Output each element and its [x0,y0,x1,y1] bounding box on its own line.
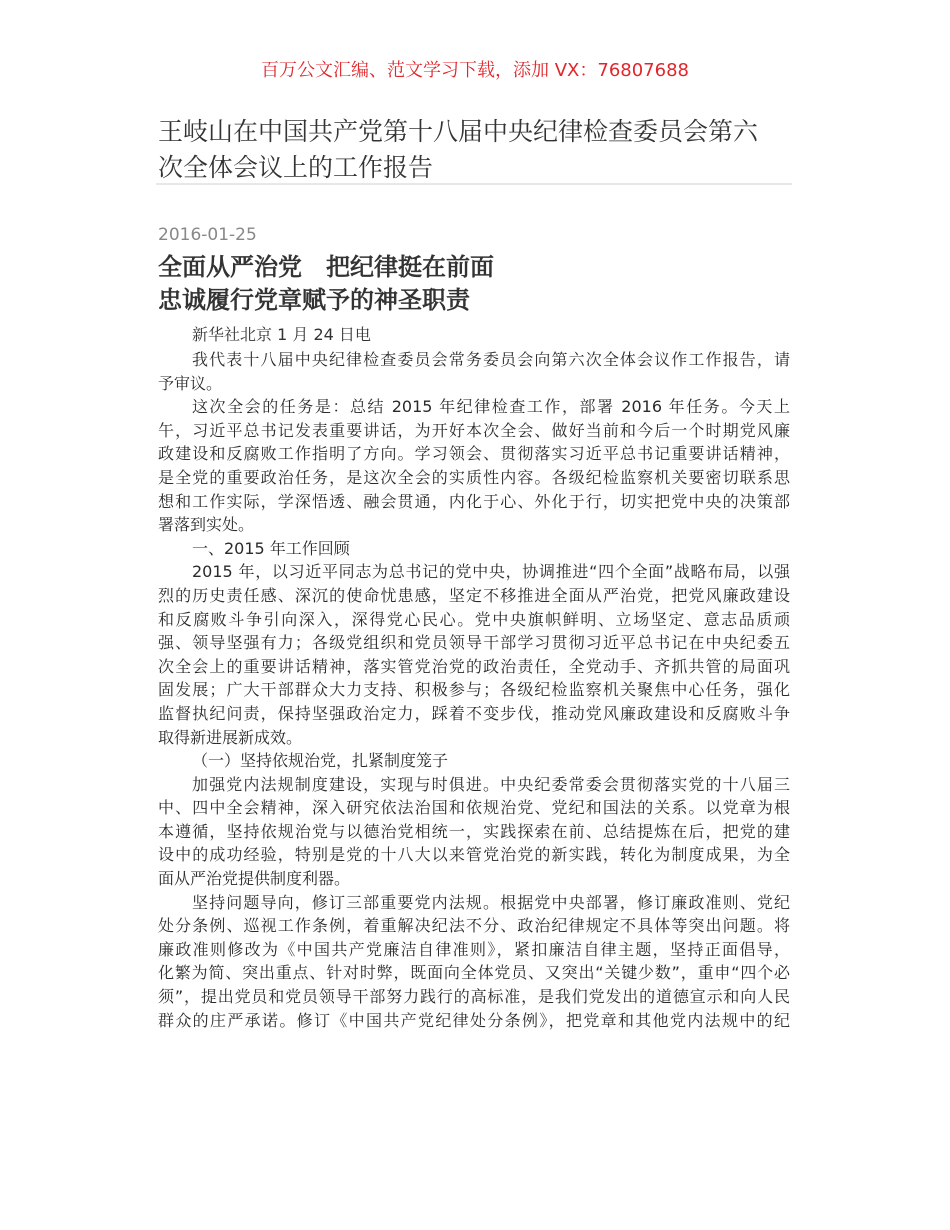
paragraph-line: 监督执纪问责，保持坚强政治定力，踩着不变步伐，推动党风廉政建设和反腐败斗争 [158,703,790,723]
paragraph-line: （一）坚持依规治党，扎紧制度笼子 [192,751,449,771]
publish-date: 2016-01-25 [158,225,257,245]
paragraph-line: 予审议。 [158,373,223,393]
paragraph-line: 强、领导坚强有力；各级党组织和党员领导干部学习贯彻习近平总书记在中央纪委五 [158,633,790,653]
paragraph-line: 中、四中全会精神，深入研究依法治国和依规治党、党纪和国法的关系。以党章为根 [158,798,790,818]
paragraph-line: 取得新进展新成效。 [158,727,303,747]
paragraph-line: 加强党内法规制度建设，实现与时俱进。中央纪委常委会贯彻落实党的十八届三 [192,774,790,794]
paragraph-line: 设中的成功经验，特别是党的十八大以来管党治党的新实践，转化为制度成果，为全 [158,845,790,865]
paragraph-line: 处分条例、巡视工作条例，着重解决纪法不分、政治纪律规定不具体等突出问题。将 [158,916,790,936]
paragraph-line: 想和工作实际，学深悟透、融会贯通，内化于心、外化于行，切实把党中央的决策部 [158,491,790,511]
title-line: 次全体会议上的工作报告 [158,153,434,182]
title-line: 王岐山在中国共产党第十八届中央纪律检查委员会第六 [158,117,759,146]
watermark-banner: 百万公文汇编、范文学习下载，添加 VX：76807688 [261,60,689,81]
paragraph-line: 政建设和反腐败工作指明了方向。学习领会、贯彻落实习近平总书记重要讲话精神， [158,444,790,464]
paragraph-line: 化繁为简、突出重点、针对时弊，既面向全体党员、又突出“关键少数”，重申“四个必 [158,963,790,983]
paragraph [158,348,790,395]
document-title [158,114,792,186]
paragraph-line: 署落到实处。 [158,515,255,535]
paragraph-line: 2015 年，以习近平同志为总书记的党中央，协调推进“四个全面”战略布局，以强 [192,562,790,582]
paragraph-line: 固发展；广大干部群众大力支持、积极参与；各级纪检监察机关聚焦中心任务，强化 [158,680,790,700]
paragraph-line: 是全党的重要政治任务，是这次全会的实质性内容。各级纪检监察机关要密切联系思 [158,467,790,487]
title-divider [156,183,792,185]
paragraph-line: 坚持问题导向，修订三部重要党内法规。根据党中央部署，修订廉政准则、党纪 [192,892,790,912]
headline-line: 全面从严治党 把纪律挺在前面 [158,253,494,281]
paragraph [158,891,790,1033]
article-body [158,348,790,1032]
paragraph-line: 须”，提出党员和党员领导干部努力践行的高标准，是我们党发出的道德宣示和向人民 [158,987,790,1007]
paragraph-line: 我代表十八届中央纪律检查委员会常务委员会向第六次全体会议作工作报告，请 [192,350,790,369]
paragraph [158,749,790,773]
paragraph-line: 和反腐败斗争引向深入，深得党心民心。党中央旗帜鲜明、立场坚定、意志品质顽 [158,609,790,629]
paragraph-line: 一、2015 年工作回顾 [192,538,350,558]
paragraph-line: 次全会上的重要讲话精神，落实管党治党的政治责任，全党动手、齐抓共管的局面巩 [158,656,790,676]
paragraph [158,560,790,749]
paragraph-line: 面从严治党提供制度利器。 [158,869,351,889]
dateline: 新华社北京 1 月 24 日电 [192,325,371,344]
paragraph [158,773,790,891]
paragraph-line: 这次全会的任务是：总结 2015 年纪律检查工作，部署 2016 年任务。今天上 [192,397,790,417]
paragraph-line: 廉政准则修改为《中国共产党廉洁自律准则》，紧扣廉洁自律主题，坚持正面倡导， [158,939,790,959]
paragraph [158,537,790,561]
headline-line: 忠诚履行党章赋予的神圣职责 [158,286,470,314]
paragraph-line: 群众的庄严承诺。修订《中国共产党纪律处分条例》，把党章和其他党内法规中的纪 [158,1010,790,1030]
article-headline [158,251,494,317]
paragraph-line: 烈的历史责任感、深沉的使命忧患感，坚定不移推进全面从严治党，把党风廉政建设 [158,585,790,605]
paragraph [158,395,790,537]
paragraph-line: 本遵循，坚持依规治党与以德治党相统一，实践探索在前、总结提炼在后，把党的建 [158,821,790,841]
paragraph-line: 午，习近平总书记发表重要讲话，为开好本次全会、做好当前和今后一个时期党风廉 [158,420,790,440]
